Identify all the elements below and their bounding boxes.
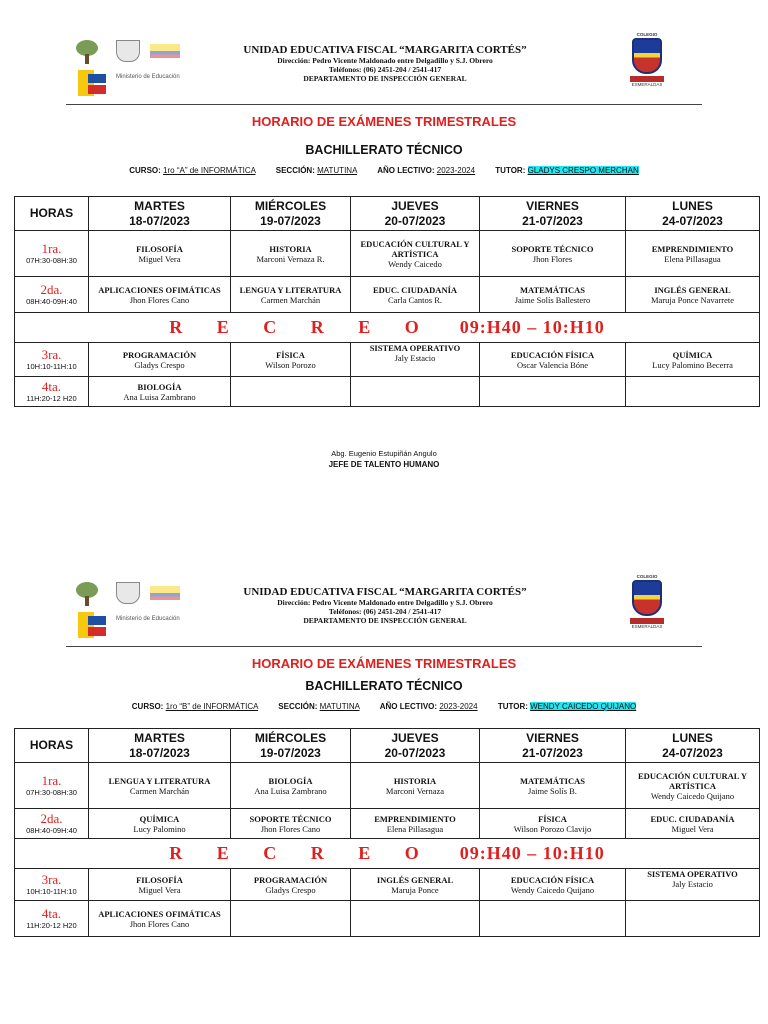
department-name: DEPARTAMENTO DE INSPECCIÓN GENERAL: [303, 74, 467, 83]
exam-cell: SOPORTE TÉCNICO Jhon Flores Cano: [231, 809, 351, 839]
recreo-row: [15, 313, 760, 343]
exam-cell: APLICACIONES OFIMÁTICAS Jhon Flores Cano: [89, 901, 231, 937]
seccion-value: MATUTINA: [319, 702, 360, 711]
recreo-row: [15, 839, 760, 869]
exam-cell: FÍSICA Wilson Porozo: [231, 343, 351, 377]
anio-value: 2023-2024: [439, 702, 478, 711]
ministry-logo-icon: [78, 70, 114, 96]
tree-logo-icon: [72, 582, 102, 608]
exam-cell: LENGUA Y LITERATURA Carmen Marchán: [89, 763, 231, 809]
day-header: JUEVES 20-07/2023: [351, 729, 480, 763]
exam-cell: INGLÉS GENERAL Maruja Ponce: [351, 869, 480, 901]
exam-cell: SOPORTE TÉCNICO Jhon Flores: [480, 231, 626, 277]
table-row: [15, 343, 760, 377]
period-cell: 2da. 08H:40-09H:40: [15, 809, 89, 839]
table-row: [15, 377, 760, 407]
department-name: DEPARTAMENTO DE INSPECCIÓN GENERAL: [303, 616, 467, 625]
school-address: Dirección: Pedro Vicente Maldonado entre Delgadillo y S.J. Obrero: [277, 598, 493, 607]
exam-cell: PROGRAMACIÓN Gladys Crespo: [231, 869, 351, 901]
table-row: [15, 277, 760, 313]
exam-cell: [626, 377, 760, 407]
document-header: [0, 572, 768, 648]
period-cell: 3ra. 10H:10-11H:10: [15, 869, 89, 901]
exam-cell: [480, 901, 626, 937]
exam-cell: [351, 901, 480, 937]
seccion-label: SECCIÓN:: [278, 702, 318, 711]
institution-logos: [66, 38, 186, 98]
signature-block: [0, 448, 768, 470]
exam-cell: FÍSICA Wilson Porozo Clavijo: [480, 809, 626, 839]
anio-value: 2023-2024: [436, 166, 476, 175]
curso-value: 1ro “A” de INFORMÁTICA: [163, 166, 256, 175]
exam-cell: [231, 377, 351, 407]
document-subtitle: BACHILLERATO TÉCNICO: [305, 143, 463, 157]
ecuador-coat-of-arms-icon: [116, 582, 140, 604]
exam-cell: BIOLOGÍA Ana Luisa Zambrano: [89, 377, 231, 407]
table-row: [15, 231, 760, 277]
institution-logos: [66, 580, 186, 640]
ministry-logo-icon: [78, 612, 114, 638]
exam-cell: EMPRENDIMIENTO Elena Pillasagua: [351, 809, 480, 839]
exam-schedule-table: [14, 728, 760, 937]
exam-cell: EDUCACIÓN FÍSICA Wendy Caicedo Quijano: [480, 869, 626, 901]
document-subtitle: BACHILLERATO TÉCNICO: [305, 679, 463, 693]
school-info: [180, 586, 590, 625]
tutor-label: TUTOR:: [495, 166, 526, 175]
day-header: MARTES 18-07/2023: [89, 197, 231, 231]
tutor-value: GLADYS CRESPO MERCHAN: [527, 166, 639, 175]
ministry-label: Ministerio de Educación: [116, 74, 180, 80]
flag-logo-icon: [150, 44, 180, 58]
exam-cell: EDUCACIÓN CULTURAL Y ARTÍSTICA Wendy Caicedo: [351, 231, 480, 277]
exam-cell: INGLÉS GENERAL Maruja Ponce Navarrete: [626, 277, 760, 313]
school-phones: Teléfonos: (06) 2451-204 / 2541-417: [328, 65, 442, 74]
table-row: [15, 809, 760, 839]
school-crest-icon: [630, 574, 664, 640]
period-cell: 4ta. 11H:20-12 H20: [15, 901, 89, 937]
crest-bottom-text: ESMERALDAS: [631, 624, 663, 629]
school-name: UNIDAD EDUCATIVA FISCAL “MARGARITA CORTÉS”: [243, 44, 527, 56]
tree-logo-icon: [72, 40, 102, 66]
horas-header: HORAS: [15, 197, 89, 231]
seccion-value: MATUTINA: [317, 166, 357, 175]
period-cell: 1ra. 07H:30-08H:30: [15, 763, 89, 809]
exam-cell: SISTEMA OPERATIVO Jaly Estacio: [351, 343, 480, 377]
exam-cell: MATEMÁTICAS Jaime Solís Ballestero: [480, 277, 626, 313]
ministry-label: Ministerio de Educación: [116, 616, 180, 622]
anio-label: AÑO LECTIVO:: [377, 166, 435, 175]
document-title: HORARIO DE EXÁMENES TRIMESTRALES: [251, 114, 517, 129]
tutor-value: WENDY CAICEDO QUIJANO: [530, 702, 637, 711]
exam-cell: EDUC. CIUDADANÍA Miguel Vera: [626, 809, 760, 839]
crest-top-text: COLEGIO: [636, 32, 658, 37]
exam-cell: EMPRENDIMIENTO Elena Pillasagua: [626, 231, 760, 277]
exam-cell: HISTORIA Marconi Vernaza R.: [231, 231, 351, 277]
exam-cell: EDUCACIÓN FÍSICA Oscar Valencia Bóne: [480, 343, 626, 377]
exam-cell: [351, 377, 480, 407]
day-header: MIÉRCOLES 19-07/2023: [231, 729, 351, 763]
period-cell: 3ra. 10H:10-11H:10: [15, 343, 89, 377]
day-header: LUNES 24-07/2023: [626, 197, 760, 231]
curso-label: CURSO:: [129, 166, 161, 175]
ecuador-coat-of-arms-icon: [116, 40, 140, 62]
school-crest-icon: [630, 32, 664, 98]
schedule-sheet-1b: [0, 572, 768, 930]
course-info: [0, 702, 768, 711]
crest-bottom-text: ESMERALDAS: [631, 82, 663, 87]
exam-cell: APLICACIONES OFIMÁTICAS Jhon Flores Cano: [89, 277, 231, 313]
exam-cell: HISTORIA Marconi Vernaza: [351, 763, 480, 809]
exam-cell: QUÍMICA Lucy Palomino Becerra: [626, 343, 760, 377]
period-cell: 1ra. 07H:30-08H:30: [15, 231, 89, 277]
horas-header: HORAS: [15, 729, 89, 763]
exam-schedule-table: [14, 196, 760, 407]
course-info: [0, 166, 768, 175]
anio-label: AÑO LECTIVO:: [379, 702, 438, 711]
period-cell: 4ta. 11H:20-12 H20: [15, 377, 89, 407]
day-header: LUNES 24-07/2023: [626, 729, 760, 763]
tutor-label: TUTOR:: [497, 702, 528, 711]
exam-cell: LENGUA Y LITERATURA Carmen Marchán: [231, 277, 351, 313]
exam-cell: [480, 377, 626, 407]
document-title: HORARIO DE EXÁMENES TRIMESTRALES: [251, 656, 517, 671]
exam-cell: FILOSOFÍA Miguel Vera: [89, 231, 231, 277]
table-row: [15, 869, 760, 901]
recreo-banner: R E C R E O 09:H40 – 10:H10: [15, 839, 760, 869]
curso-label: CURSO:: [131, 702, 164, 711]
exam-cell: [626, 901, 760, 937]
exam-cell: FILOSOFÍA Miguel Vera: [89, 869, 231, 901]
school-name: UNIDAD EDUCATIVA FISCAL “MARGARITA CORTÉS”: [243, 586, 527, 598]
signer-role: JEFE DE TALENTO HUMANO: [328, 460, 440, 469]
header-divider: [66, 104, 702, 105]
table-row: [15, 763, 760, 809]
school-address: Dirección: Pedro Vicente Maldonado entre Delgadillo y S.J. Obrero: [277, 56, 493, 65]
period-cell: 2da. 08H:40-09H:40: [15, 277, 89, 313]
exam-cell: QUÍMICA Lucy Palomino: [89, 809, 231, 839]
table-header-row: [15, 197, 760, 231]
seccion-label: SECCIÓN:: [275, 166, 315, 175]
day-header: MARTES 18-07/2023: [89, 729, 231, 763]
curso-value: 1ro “B” de INFORMÁTICA: [165, 702, 259, 711]
document-header: [0, 30, 768, 106]
schedule-sheet-1a: [0, 30, 768, 403]
flag-logo-icon: [150, 586, 180, 600]
exam-cell: [231, 901, 351, 937]
exam-cell: MATEMÁTICAS Jaime Solís B.: [480, 763, 626, 809]
school-info: [180, 44, 590, 83]
table-row: [15, 901, 760, 937]
exam-cell: BIOLOGÍA Ana Luisa Zambrano: [231, 763, 351, 809]
exam-cell: PROGRAMACIÓN Gladys Crespo: [89, 343, 231, 377]
header-divider: [66, 646, 702, 647]
school-phones: Teléfonos: (06) 2451-204 / 2541-417: [328, 607, 442, 616]
day-header: JUEVES 20-07/2023: [351, 197, 480, 231]
exam-cell: EDUC. CIUDADANÍA Carla Cantos R.: [351, 277, 480, 313]
day-header: MIÉRCOLES 19-07/2023: [231, 197, 351, 231]
day-header: VIERNES 21-07/2023: [480, 729, 626, 763]
crest-top-text: COLEGIO: [636, 574, 658, 579]
exam-cell: SISTEMA OPERATIVO Jaly Estacio: [626, 869, 760, 901]
day-header: VIERNES 21-07/2023: [480, 197, 626, 231]
table-header-row: [15, 729, 760, 763]
exam-cell: EDUCACIÓN CULTURAL Y ARTÍSTICA Wendy Caicedo Quijano: [626, 763, 760, 809]
signer-name: Abg. Eugenio Estupiñán Angulo: [331, 449, 437, 458]
recreo-banner: R E C R E O 09:H40 – 10:H10: [15, 313, 760, 343]
